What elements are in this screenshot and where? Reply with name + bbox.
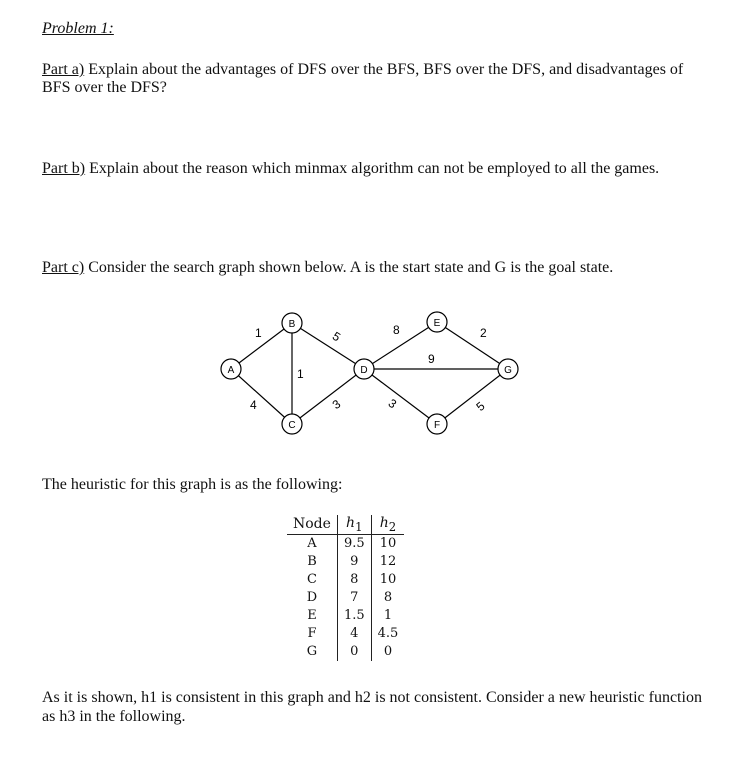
problem-title: Problem 1:	[42, 20, 114, 37]
edge-d-f	[364, 369, 437, 424]
edge-weight-a-b: 1	[255, 326, 262, 340]
table-row	[287, 643, 404, 661]
cell-h2: 8	[383, 590, 393, 606]
edge-weight-f-g: 5	[473, 398, 488, 414]
part-c-text: Consider the search graph shown below. A is the start state and G is the goal state.	[84, 259, 614, 276]
table-row	[287, 571, 404, 589]
edge-d-e	[364, 322, 437, 369]
cell-node: C	[287, 571, 337, 589]
node-label-d: D	[360, 365, 368, 376]
edge-weight-d-g: 9	[428, 352, 435, 366]
cell-h2: 4.5	[377, 626, 399, 642]
part-c-label: Part c)	[42, 259, 85, 276]
table-header-row	[287, 515, 404, 534]
edge-f-g	[437, 369, 508, 424]
part-a-text: Explain about the advantages of DFS over the BFS, BFS over the DFS, and disadvantages of BFS over the DFS?	[42, 61, 684, 96]
edge-weight-d-e: 8	[393, 323, 400, 337]
table-row	[287, 589, 404, 607]
table-row	[287, 553, 404, 571]
cell-h1: 8	[337, 571, 371, 589]
node-label-e: E	[433, 318, 441, 329]
node-label-g: G	[504, 365, 512, 376]
node-label-c: C	[288, 420, 296, 431]
cell-node: D	[287, 589, 337, 607]
table-row	[287, 607, 404, 625]
cell-node: E	[287, 607, 337, 625]
node-label-f: F	[433, 420, 441, 431]
header-node: Node	[287, 515, 337, 534]
edge-weight-c-d: 3	[329, 396, 344, 413]
cell-node: G	[287, 643, 337, 661]
edge-b-d	[292, 323, 364, 369]
cell-h2: 1	[383, 608, 393, 624]
cell-h1: 7	[337, 589, 371, 607]
node-label-a: A	[227, 365, 235, 376]
edge-weight-d-f: 3	[385, 395, 400, 412]
cell-h2: 0	[383, 644, 393, 660]
edge-e-g	[437, 322, 508, 369]
cell-h2: 10	[379, 536, 397, 552]
part-b-text: Explain about the reason which minmax algorithm can not be employed to all the games.	[85, 160, 660, 177]
edge-weight-a-c: 4	[250, 398, 257, 412]
cell-h1: 4	[337, 625, 371, 643]
part-b-label: Part b)	[42, 160, 86, 177]
cell-h1: 1.5	[337, 607, 371, 625]
heuristic-intro: The heuristic for this graph is as the following:	[42, 476, 343, 493]
cell-h1: 9	[337, 553, 371, 571]
cell-node: B	[287, 553, 337, 571]
table-row	[287, 534, 404, 553]
heuristic-table	[287, 515, 404, 661]
edge-weight-b-d: 5	[329, 328, 343, 345]
cell-node: F	[287, 625, 337, 643]
edge-weight-b-c: 1	[297, 367, 304, 381]
edge-weight-e-g: 2	[480, 326, 487, 340]
header-h1: $h_1$	[337, 515, 371, 534]
cell-h2: 12	[379, 554, 397, 570]
cell-h1: 9.5	[337, 534, 371, 553]
edge-a-c	[231, 369, 292, 424]
header-h2: $h_2$	[371, 515, 404, 534]
closing-paragraph: As it is shown, h1 is consistent in this graph and h2 is not consistent. Consider a new heuristic function as h3 in the following.	[42, 689, 702, 725]
node-label-b: B	[288, 319, 296, 330]
table-row	[287, 625, 404, 643]
cell-h2: 10	[379, 572, 397, 588]
part-a-label: Part a)	[42, 61, 85, 78]
cell-h1: 0	[337, 643, 371, 661]
cell-node: A	[287, 534, 337, 553]
